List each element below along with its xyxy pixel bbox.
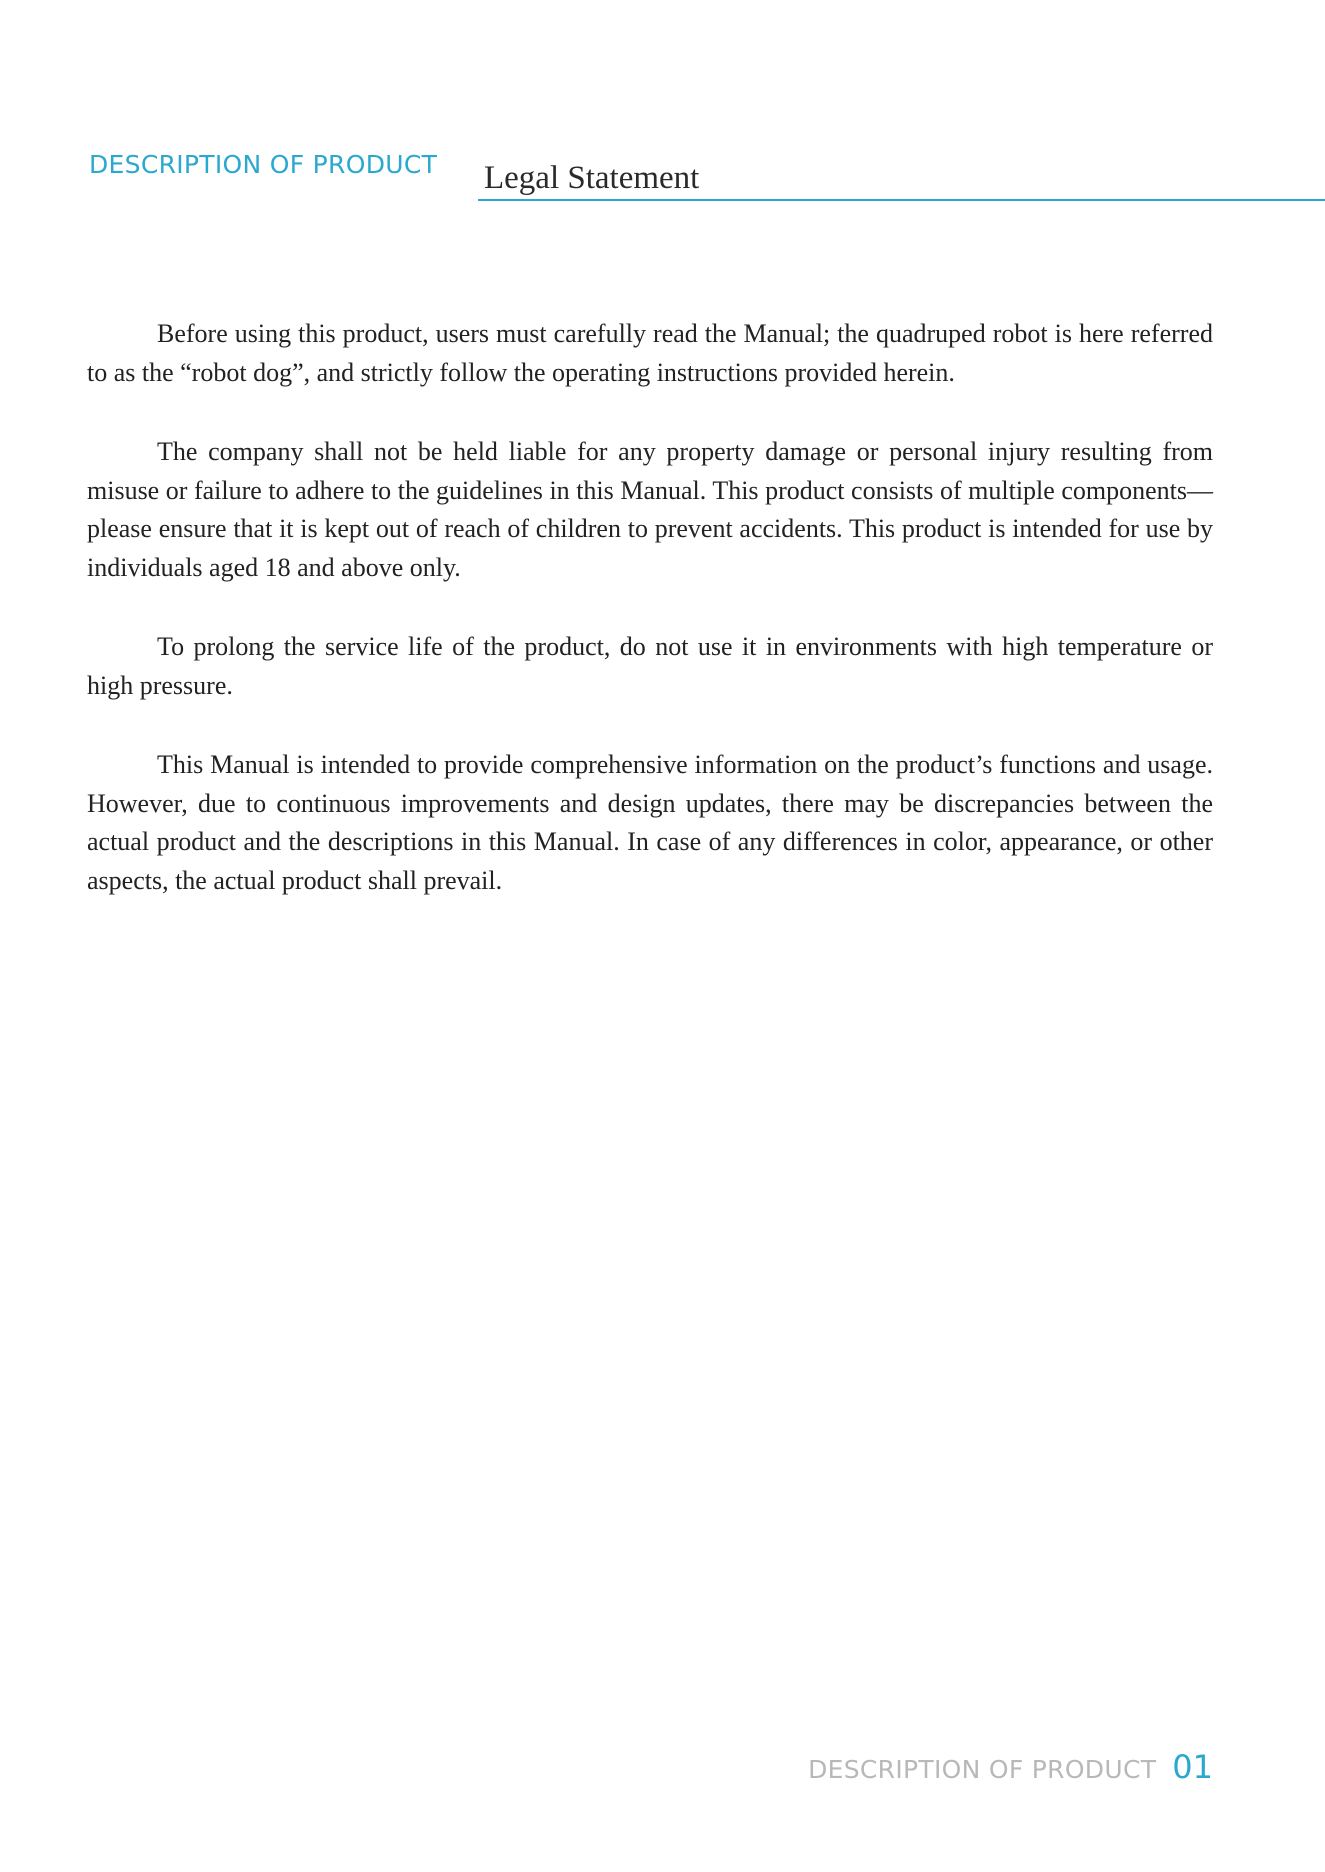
paragraph-discrepancies: This Manual is intended to provide comprehensive information on the product’s functions and usage. However, due to continuous improvements and design updates, there may be discrepancies between the actual product and the descriptions in this Manual. In case of any differences in color, appearance, or other aspects, the actual product shall prevail. [87,750,1213,895]
paragraph-liability: The company shall not be held liable for any property damage or personal injury resulting from misuse or failure to adhere to the guidelines in this Manual. This product consists of multiple components—please ensure that it is kept out of reach of children to prevent accidents. This product is intended for use by individuals aged 18 and above only. [87,437,1213,582]
header-divider [478,199,1325,201]
page-title: Legal Statement [484,160,700,196]
header-section-label: DESCRIPTION OF PRODUCT [89,150,438,179]
page-footer [808,1748,1213,1786]
paragraph-usage-notice: Before using this product, users must carefully read the Manual; the quadruped robot is here referred to as the “robot dog”, and strictly follow the operating instructions provided herein. [87,319,1213,387]
paragraph-service-life: To prolong the service life of the product, do not use it in environments with high temperature or high pressure. [87,632,1213,700]
legal-statement-body [87,315,1213,941]
footer-section-label: DESCRIPTION OF PRODUCT [808,1755,1157,1784]
page-number: 01 [1172,1748,1213,1786]
